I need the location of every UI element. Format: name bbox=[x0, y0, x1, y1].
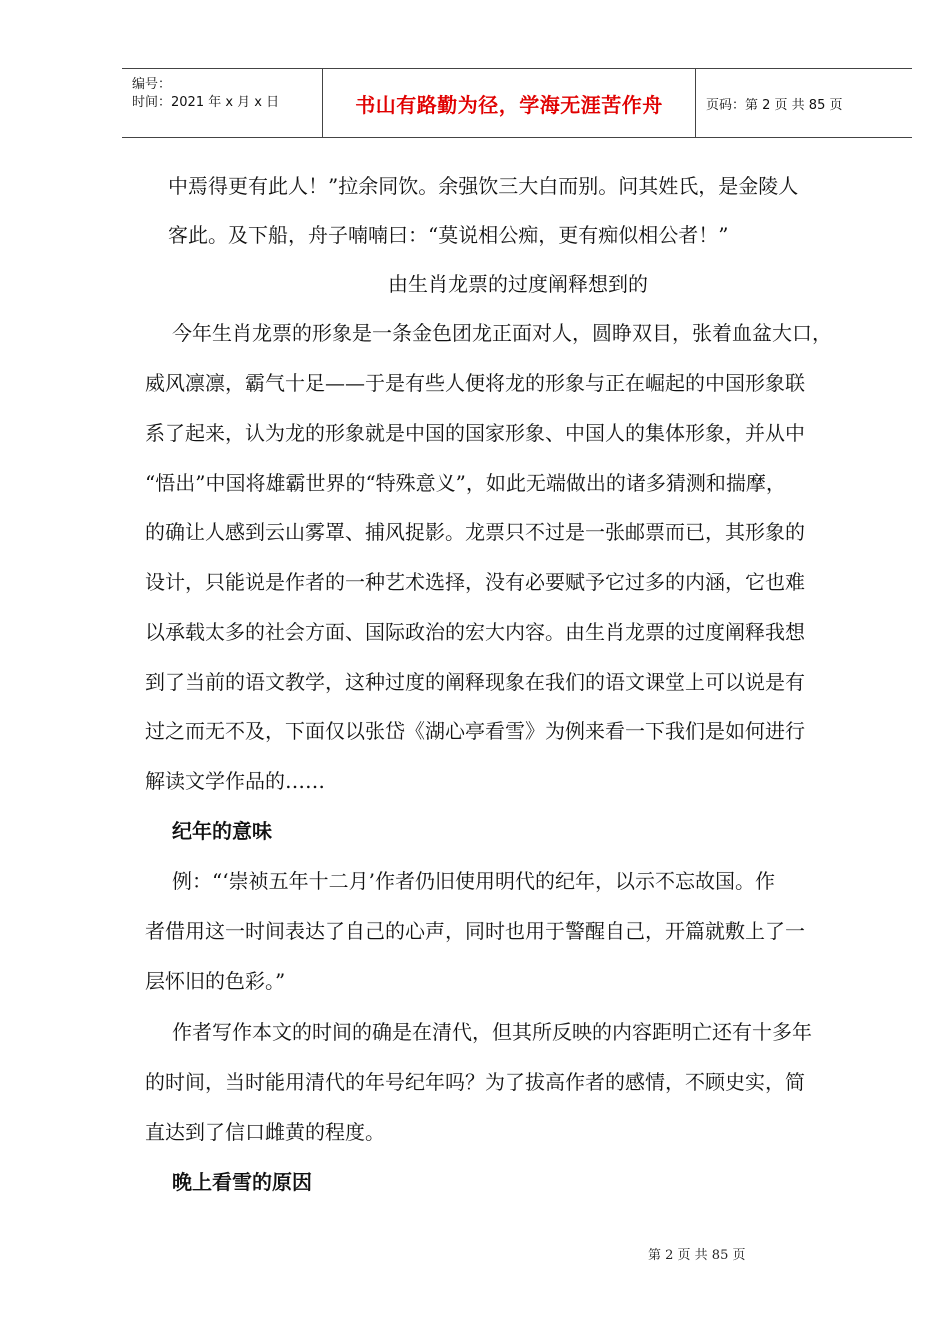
body-line: 的确让人感到云山雾罩、捕风捉影。龙票只不过是一张邮票而已，其形象的 bbox=[145, 520, 805, 544]
page-footer: 第 2 页 共 85 页 bbox=[648, 1248, 746, 1263]
body-line: 解读文学作品的…… bbox=[145, 769, 325, 793]
header-motto: 书山有路勤为径，学海无涯苦作舟 bbox=[323, 69, 696, 137]
header-page-label: 页码：第 2 页 共 85 页 bbox=[706, 97, 843, 113]
body-line: 的时间，当时能用清代的年号纪年吗？为了拔高作者的感情，不顾史实，简 bbox=[145, 1070, 805, 1094]
body-line: 直达到了信口雌黄的程度。 bbox=[145, 1120, 385, 1144]
body-line: 今年生肖龙票的形象是一条金色团龙正面对人，圆睁双目，张着血盆大口， bbox=[172, 321, 832, 345]
body-line: 作者写作本文的时间的确是在清代，但其所反映的内容距明亡还有十多年 bbox=[172, 1020, 812, 1044]
header-time-label: 时间：2021 年 x 月 x 日 bbox=[132, 95, 280, 110]
body-line: 过之而无不及，下面仅以张岱《湖心亭看雪》为例来看一下我们是如何进行 bbox=[145, 719, 805, 743]
subheading: 晚上看雪的原因 bbox=[172, 1170, 312, 1194]
body-line: 以承载太多的社会方面、国际政治的宏大内容。由生肖龙票的过度阐释我想 bbox=[145, 620, 805, 644]
header-number-label: 编号： bbox=[132, 77, 172, 92]
header-meta-cell bbox=[122, 69, 323, 137]
body-line: 中焉得更有此人！”拉余同饮。余强饮三大白而别。问其姓氏，是金陵人 bbox=[168, 174, 799, 198]
subheading: 纪年的意味 bbox=[172, 819, 272, 843]
body-line: 设计，只能说是作者的一种艺术选择，没有必要赋予它过多的内涵，它也难 bbox=[145, 570, 805, 594]
body-line: 层怀旧的色彩。” bbox=[145, 969, 286, 993]
body-line: 到了当前的语文教学，这种过度的阐释现象在我们的语文课堂上可以说是有 bbox=[145, 670, 805, 694]
page-header bbox=[122, 68, 912, 138]
body-line: 威风凛凛，霸气十足——于是有些人便将龙的形象与正在崛起的中国形象联 bbox=[145, 371, 805, 395]
body-line: 系了起来，认为龙的形象就是中国的国家形象、中国人的集体形象，并从中 bbox=[145, 421, 805, 445]
body-line: 例：“‘崇祯五年十二月’作者仍旧使用明代的纪年，以示不忘故国。作 bbox=[172, 869, 775, 893]
body-line: “悟出”中国将雄霸世界的“特殊意义”，如此无端做出的诸多猜测和揣摩， bbox=[145, 471, 786, 495]
body-line: 者借用这一时间表达了自己的心声，同时也用于警醒自己，开篇就敷上了一 bbox=[145, 919, 805, 943]
body-line: 客此。及下船，舟子喃喃曰：“莫说相公痴，更有痴似相公者！” bbox=[168, 223, 729, 247]
section-title: 由生肖龙票的过度阐释想到的 bbox=[388, 272, 648, 296]
